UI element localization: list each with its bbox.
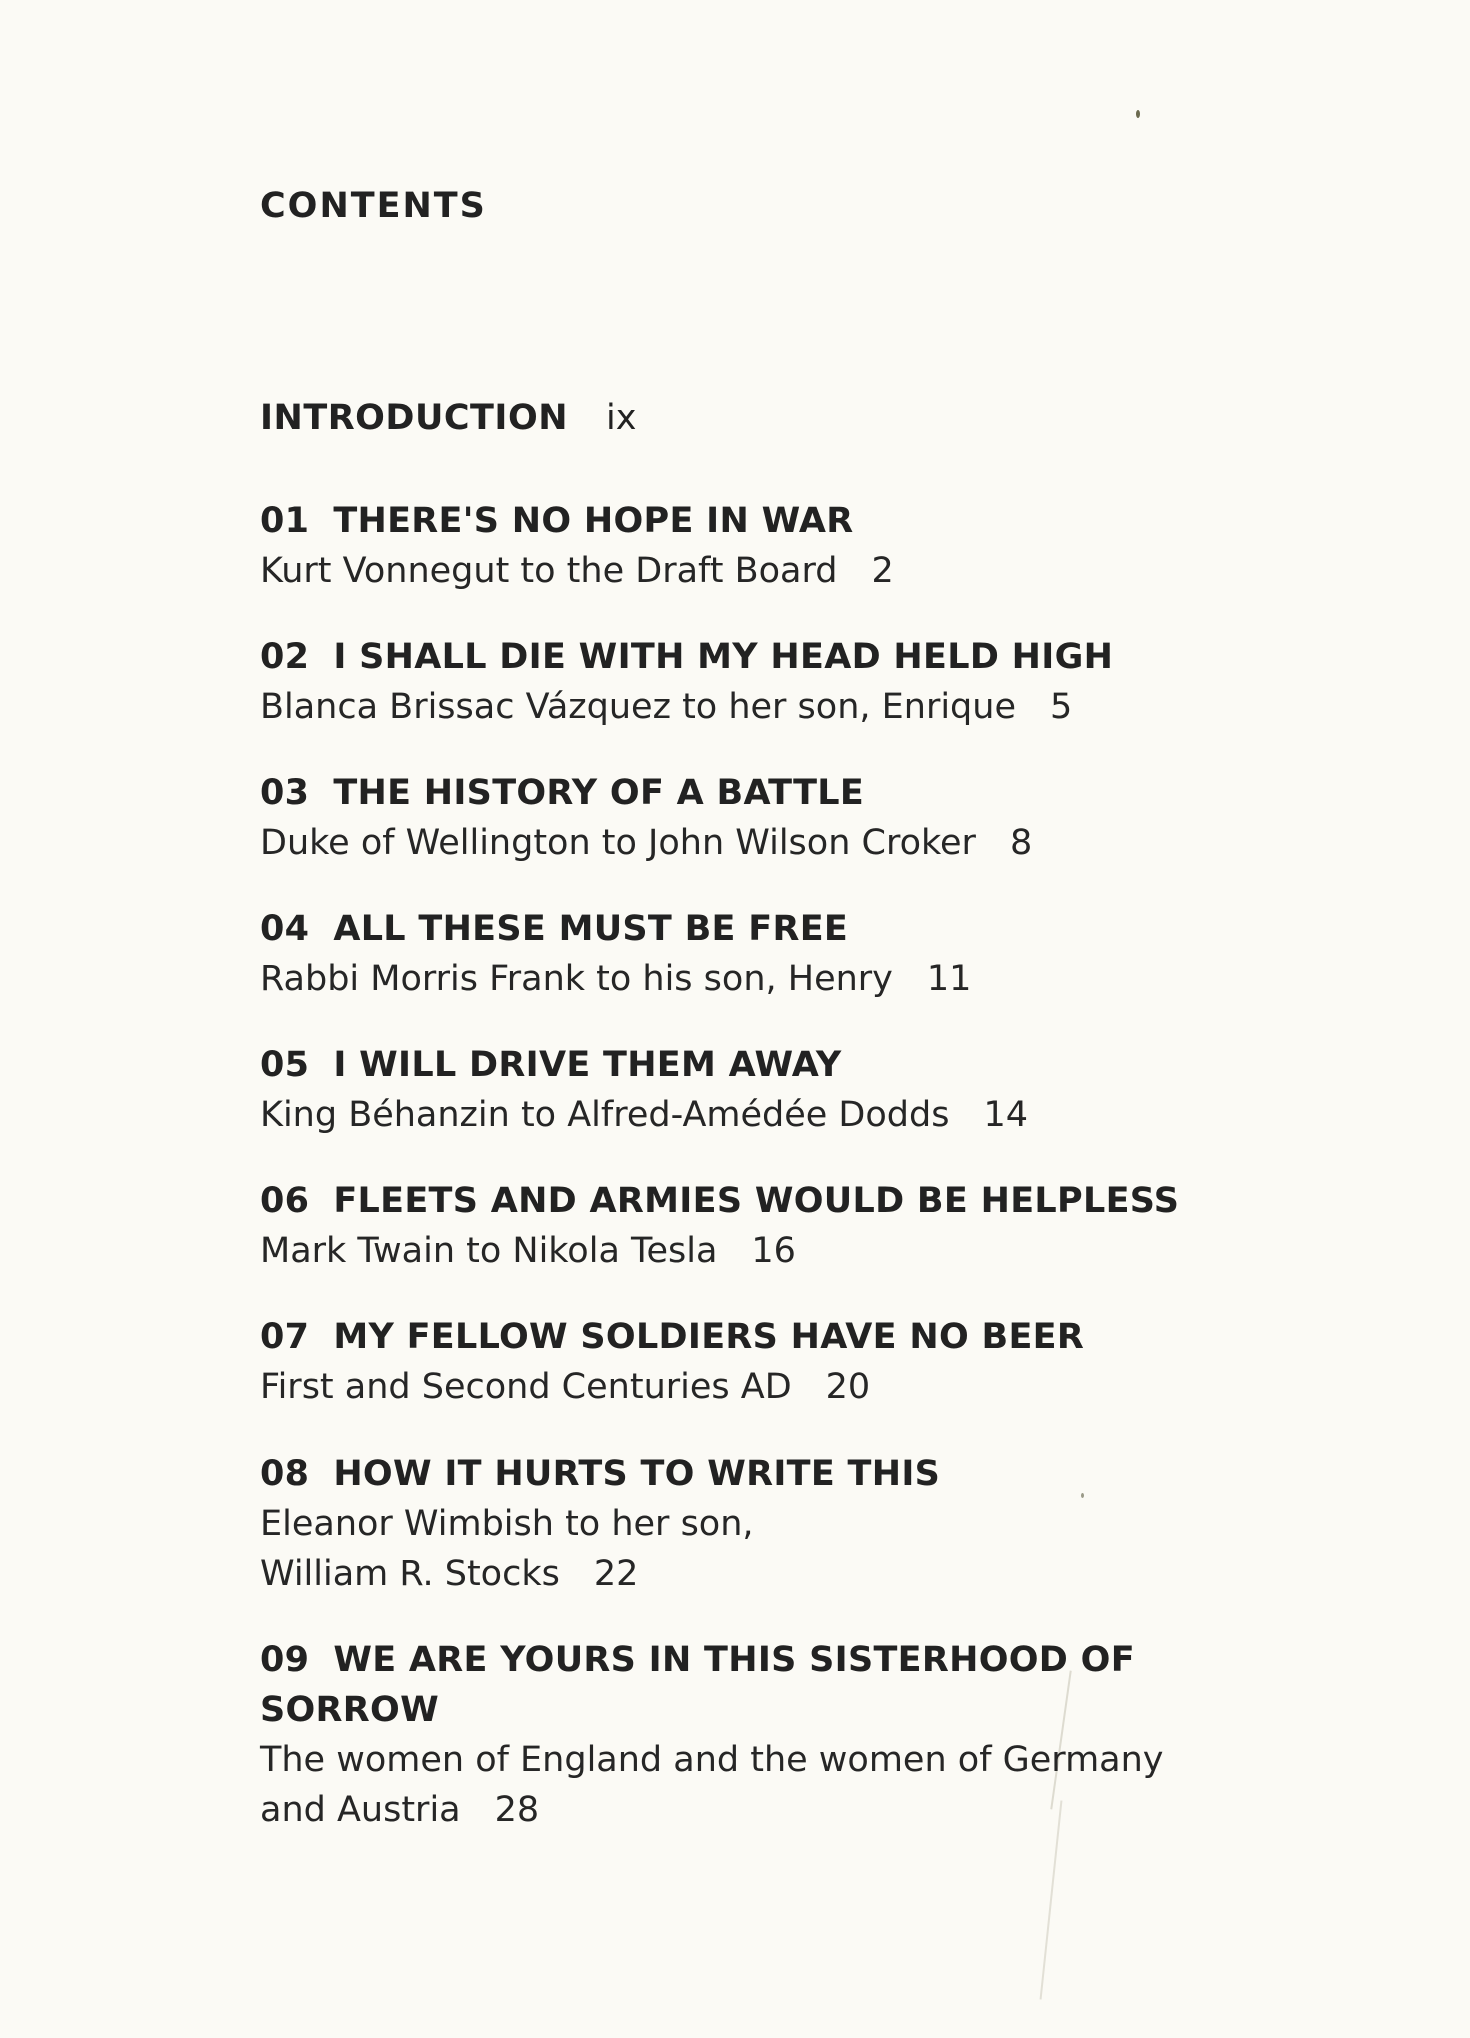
toc-entry-author: Rabbi Morris Frank to his son, Henry (260, 959, 893, 999)
toc-entry-description (260, 1785, 1260, 1835)
toc-entry-page: 28 (494, 1790, 540, 1830)
toc-entry-page: 11 (926, 959, 972, 999)
toc-entry-number: 03 (260, 773, 310, 813)
toc-introduction[interactable] (260, 398, 636, 438)
toc-entry-author: Kurt Vonnegut to the Draft Board (260, 551, 838, 591)
toc-entry-title (260, 496, 1260, 546)
toc-entry[interactable] (260, 496, 1260, 596)
toc-entry[interactable] (260, 1635, 1260, 1835)
toc-entry-title (260, 1635, 1260, 1685)
toc-entry-description (260, 546, 1260, 596)
toc-entry-description (260, 1549, 1260, 1599)
toc-entry-title (260, 904, 1260, 954)
toc-entry-description (260, 1735, 1260, 1785)
toc-entry[interactable] (260, 1040, 1260, 1140)
toc-entry[interactable] (260, 1312, 1260, 1412)
toc-entry-heading: WE ARE YOURS IN THIS SISTERHOOD OF (333, 1640, 1135, 1680)
toc-entry-description (260, 1226, 1260, 1276)
toc-entry-description (260, 1362, 1260, 1412)
toc-entry[interactable] (260, 1176, 1260, 1276)
toc-entry-heading: I SHALL DIE WITH MY HEAD HELD HIGH (333, 637, 1114, 677)
toc-entry-page: 22 (593, 1554, 639, 1594)
toc-entry-heading: THERE'S NO HOPE IN WAR (333, 501, 854, 541)
toc-entry-description (260, 818, 1260, 868)
toc-entry-number: 01 (260, 501, 310, 541)
toc-entry-author: Blanca Brissac Vázquez to her son, Enrique (260, 687, 1016, 727)
toc-entry-author: and Austria (260, 1790, 461, 1830)
toc-entry-author: William R. Stocks (260, 1554, 560, 1594)
toc-entry[interactable] (260, 632, 1260, 732)
toc-entry-author: First and Second Centuries AD (260, 1367, 792, 1407)
toc-entry-page: 16 (751, 1231, 796, 1271)
toc-entry-heading: I WILL DRIVE THEM AWAY (333, 1045, 842, 1085)
toc-entry-heading: SORROW (260, 1690, 440, 1730)
toc-entry-description (260, 1499, 1260, 1549)
toc-entry-page: 2 (871, 551, 894, 591)
toc-entry-author: Eleanor Wimbish to her son, (260, 1504, 754, 1544)
toc-entry-page: 8 (1009, 823, 1033, 863)
toc-entry-title (260, 1040, 1260, 1090)
toc-introduction-title: INTRODUCTION (260, 398, 568, 438)
toc-entry-heading: MY FELLOW SOLDIERS HAVE NO BEER (333, 1317, 1085, 1357)
toc-entry-title (260, 1449, 1260, 1499)
toc-entry-title (260, 768, 1260, 818)
toc-entry-number: 08 (260, 1454, 310, 1494)
toc-entry-author: Mark Twain to Nikola Tesla (260, 1231, 718, 1271)
toc-entry-page: 5 (1050, 687, 1073, 727)
toc-entry-title (260, 632, 1260, 682)
toc-entry-number: 04 (260, 909, 310, 949)
toc-entry-number: 06 (260, 1181, 310, 1221)
toc-entry-description (260, 682, 1260, 732)
toc-entry-author: The women of England and the women of Germany (260, 1740, 1164, 1780)
toc-entry-description (260, 954, 1260, 1004)
toc-entry-author: Duke of Wellington to John Wilson Croker (260, 823, 976, 863)
toc-entry-number: 07 (260, 1317, 310, 1357)
toc-entry-title (260, 1176, 1260, 1226)
toc-entry-heading: HOW IT HURTS TO WRITE THIS (333, 1454, 941, 1494)
toc-entry[interactable] (260, 768, 1260, 868)
toc-entry-page: 14 (983, 1095, 1029, 1135)
toc-entry-title (260, 1685, 1260, 1735)
toc-entry-page: 20 (825, 1367, 871, 1407)
toc-entry[interactable] (260, 904, 1260, 1004)
toc-entry-number: 09 (260, 1640, 310, 1680)
toc-entry-description (260, 1090, 1260, 1140)
toc-entry-author: King Béhanzin to Alfred-Amédée Dodds (260, 1095, 950, 1135)
toc-entry-number: 05 (260, 1045, 310, 1085)
ink-speck (1136, 110, 1140, 118)
toc-entry-heading: ALL THESE MUST BE FREE (333, 909, 849, 949)
toc-entry-number: 02 (260, 637, 310, 677)
toc-entry-heading: THE HISTORY OF A BATTLE (333, 773, 865, 813)
page-title: CONTENTS (260, 186, 487, 226)
toc-entry-title (260, 1312, 1260, 1362)
toc-introduction-page: ix (606, 398, 637, 438)
toc-entry-heading: FLEETS AND ARMIES WOULD BE HELPLESS (333, 1181, 1180, 1221)
toc-entry[interactable] (260, 1449, 1260, 1599)
